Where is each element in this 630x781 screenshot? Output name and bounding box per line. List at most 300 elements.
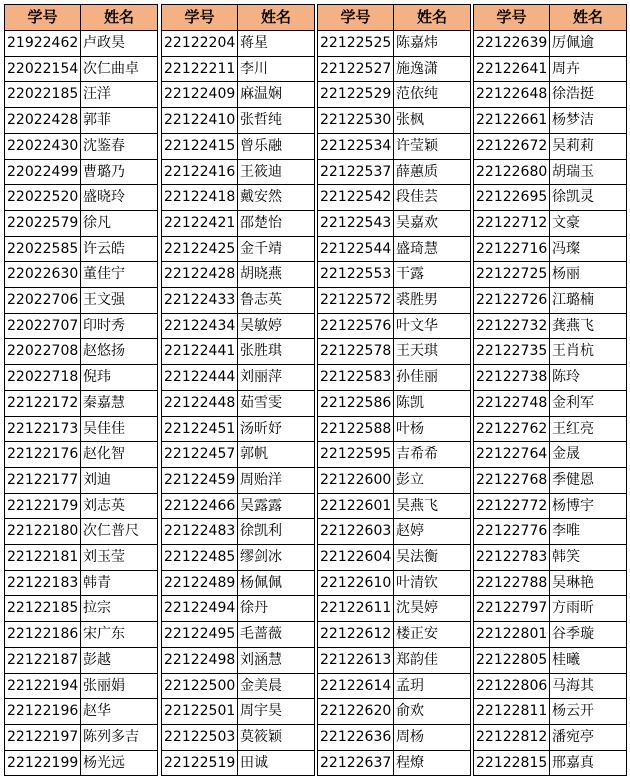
student-name-cell: 王天琪	[394, 339, 471, 365]
student-id-cell: 22122601	[318, 493, 394, 519]
table-row	[318, 108, 471, 134]
table-header-row	[5, 5, 158, 31]
table-row	[162, 390, 315, 416]
student-name-cell: 陈列多吉	[81, 724, 158, 750]
student-id-cell: 22122776	[474, 519, 550, 545]
student-id-cell: 22122194	[5, 673, 81, 699]
roster-table-2	[161, 4, 315, 776]
table-row	[474, 545, 627, 571]
table-row	[162, 724, 315, 750]
student-name-cell: 龚燕飞	[550, 313, 627, 339]
student-name-cell: 金千靖	[238, 236, 315, 262]
table-row	[162, 596, 315, 622]
student-name-cell: 许云皓	[81, 236, 158, 262]
student-name-cell: 徐凯利	[238, 519, 315, 545]
student-id-cell: 22122738	[474, 365, 550, 391]
student-id-cell: 22122680	[474, 159, 550, 185]
student-id-cell: 22122805	[474, 647, 550, 673]
student-id-cell: 22122204	[162, 31, 238, 57]
table-row	[318, 442, 471, 468]
student-name-cell: 卢政昊	[81, 31, 158, 57]
student-id-cell: 22122187	[5, 647, 81, 673]
student-id-cell: 22122416	[162, 159, 238, 185]
student-name-cell: 张哲纯	[238, 108, 315, 134]
student-id-cell: 22022718	[5, 365, 81, 391]
student-name-cell: 汤昕妤	[238, 416, 315, 442]
student-id-cell: 22122611	[318, 596, 394, 622]
table-row	[162, 108, 315, 134]
table-row	[474, 647, 627, 673]
student-name-cell: 赵化智	[81, 442, 158, 468]
student-id-cell: 22122173	[5, 416, 81, 442]
student-name-cell: 缪剑冰	[238, 545, 315, 571]
student-name-cell: 吴琳艳	[550, 570, 627, 596]
table-row	[318, 288, 471, 314]
table-row	[5, 699, 158, 725]
student-id-cell: 22122716	[474, 236, 550, 262]
student-id-cell: 22122732	[474, 313, 550, 339]
student-id-cell: 22022499	[5, 159, 81, 185]
student-id-cell: 22022520	[5, 185, 81, 211]
student-id-cell: 22122434	[162, 313, 238, 339]
student-name-cell: 麻温娴	[238, 82, 315, 108]
student-id-cell: 22122197	[5, 724, 81, 750]
student-name-cell: 董佳宁	[81, 262, 158, 288]
table-row	[5, 416, 158, 442]
student-id-cell: 22122811	[474, 699, 550, 725]
student-name-cell: 潘宛亭	[550, 724, 627, 750]
table-row	[162, 365, 315, 391]
student-id-header: 学号	[318, 5, 394, 31]
table-row	[474, 493, 627, 519]
student-name-cell: 江璐楠	[550, 288, 627, 314]
student-name-cell: 陈凯	[394, 390, 471, 416]
table-row	[474, 467, 627, 493]
student-id-cell: 22122648	[474, 82, 550, 108]
table-row	[5, 545, 158, 571]
student-name-cell: 刘涵慧	[238, 647, 315, 673]
student-id-cell: 22122425	[162, 236, 238, 262]
table-row	[162, 519, 315, 545]
table-row	[162, 236, 315, 262]
table-row	[5, 647, 158, 673]
student-id-cell: 22022585	[5, 236, 81, 262]
student-name-cell: 刘玉莹	[81, 545, 158, 571]
student-name-cell: 汪洋	[81, 82, 158, 108]
student-id-cell: 22122421	[162, 210, 238, 236]
student-name-cell: 马海其	[550, 673, 627, 699]
table-row	[318, 185, 471, 211]
student-name-cell: 厉佩逾	[550, 31, 627, 57]
table-row	[5, 313, 158, 339]
table-row	[474, 519, 627, 545]
student-name-cell: 李川	[238, 56, 315, 82]
table-row	[318, 724, 471, 750]
table-row	[162, 750, 315, 776]
table-row	[5, 236, 158, 262]
table-row	[162, 673, 315, 699]
student-id-cell: 22122409	[162, 82, 238, 108]
student-id-cell: 22122489	[162, 570, 238, 596]
table-row	[162, 56, 315, 82]
table-row	[5, 262, 158, 288]
table-row	[5, 159, 158, 185]
student-name-cell: 莫筱颖	[238, 724, 315, 750]
student-name-cell: 杨博宇	[550, 493, 627, 519]
table-row	[474, 339, 627, 365]
student-name-cell: 施逸潇	[394, 56, 471, 82]
table-row	[318, 519, 471, 545]
table-row	[474, 313, 627, 339]
student-name-cell: 次仁曲卓	[81, 56, 158, 82]
student-id-cell: 22122451	[162, 416, 238, 442]
table-row	[474, 262, 627, 288]
table-row	[162, 442, 315, 468]
student-id-cell: 22122177	[5, 467, 81, 493]
student-name-cell: 秦嘉慧	[81, 390, 158, 416]
student-name-cell: 王肖杭	[550, 339, 627, 365]
student-name-cell: 徐丹	[238, 596, 315, 622]
student-id-cell: 22122519	[162, 750, 238, 776]
table-row	[5, 31, 158, 57]
student-name-cell: 许莹颖	[394, 133, 471, 159]
student-name-cell: 杨光远	[81, 750, 158, 776]
student-name-cell: 次仁普尺	[81, 519, 158, 545]
student-id-cell: 22122485	[162, 545, 238, 571]
student-id-cell: 22122812	[474, 724, 550, 750]
table-row	[162, 288, 315, 314]
table-row	[474, 699, 627, 725]
table-row	[318, 416, 471, 442]
student-name-cell: 赵婷	[394, 519, 471, 545]
table-row	[318, 82, 471, 108]
table-row	[5, 724, 158, 750]
table-row	[474, 724, 627, 750]
table-row	[162, 313, 315, 339]
table-row	[162, 570, 315, 596]
student-name-cell: 毛蔷薇	[238, 622, 315, 648]
table-row	[5, 82, 158, 108]
table-row	[474, 288, 627, 314]
student-name-cell: 周卉	[550, 56, 627, 82]
student-name-cell: 冯璨	[550, 236, 627, 262]
student-name-cell: 胡晓燕	[238, 262, 315, 288]
student-id-cell: 22022430	[5, 133, 81, 159]
student-name-cell: 徐凡	[81, 210, 158, 236]
student-name-cell: 王文强	[81, 288, 158, 314]
table-row	[162, 339, 315, 365]
student-id-cell: 21922462	[5, 31, 81, 57]
student-name-cell: 张枫	[394, 108, 471, 134]
student-id-cell: 22122815	[474, 750, 550, 776]
student-id-cell: 22122483	[162, 519, 238, 545]
student-id-cell: 22122620	[318, 699, 394, 725]
table-row	[318, 159, 471, 185]
table-row	[474, 56, 627, 82]
student-name-cell: 张胜琪	[238, 339, 315, 365]
table-row	[5, 519, 158, 545]
student-name-cell: 叶清钦	[394, 570, 471, 596]
student-name-cell: 徐凯灵	[550, 185, 627, 211]
student-name-cell: 干露	[394, 262, 471, 288]
student-id-cell: 22122527	[318, 56, 394, 82]
student-id-cell: 22122595	[318, 442, 394, 468]
table-row	[318, 750, 471, 776]
table-row	[162, 699, 315, 725]
table-row	[474, 390, 627, 416]
student-id-cell: 22122801	[474, 622, 550, 648]
table-row	[474, 365, 627, 391]
student-name-cell: 郭帆	[238, 442, 315, 468]
table-row	[318, 31, 471, 57]
student-name-cell: 楼正安	[394, 622, 471, 648]
student-name-cell: 吴法衡	[394, 545, 471, 571]
student-name-cell: 王红亮	[550, 416, 627, 442]
student-name-cell: 鲁志英	[238, 288, 315, 314]
table-row	[318, 236, 471, 262]
student-id-cell: 22022706	[5, 288, 81, 314]
table-row	[474, 673, 627, 699]
table-row	[162, 467, 315, 493]
student-id-cell: 22122500	[162, 673, 238, 699]
student-name-cell: 吴燕飞	[394, 493, 471, 519]
student-name-cell: 赵华	[81, 699, 158, 725]
student-name-cell: 段佳芸	[394, 185, 471, 211]
table-row	[162, 82, 315, 108]
table-row	[474, 82, 627, 108]
student-id-cell: 22122498	[162, 647, 238, 673]
table-row	[474, 570, 627, 596]
student-id-cell: 22122410	[162, 108, 238, 134]
student-id-cell: 22122764	[474, 442, 550, 468]
student-id-cell: 22122180	[5, 519, 81, 545]
table-row	[5, 390, 158, 416]
table-row	[474, 622, 627, 648]
student-name-cell: 杨佩佩	[238, 570, 315, 596]
student-name-header: 姓名	[550, 5, 627, 31]
table-row	[318, 56, 471, 82]
student-name-cell: 曹璐乃	[81, 159, 158, 185]
student-name-cell: 韩笑	[550, 545, 627, 571]
student-name-cell: 金晟	[550, 442, 627, 468]
student-id-cell: 22122806	[474, 673, 550, 699]
student-id-cell: 22122637	[318, 750, 394, 776]
student-id-cell: 22122537	[318, 159, 394, 185]
student-name-cell: 赵悠扬	[81, 339, 158, 365]
student-id-header: 学号	[5, 5, 81, 31]
student-name-cell: 范依纯	[394, 82, 471, 108]
student-name-cell: 胡瑞玉	[550, 159, 627, 185]
table-row	[5, 622, 158, 648]
student-name-cell: 陈嘉炜	[394, 31, 471, 57]
table-header-row	[474, 5, 627, 31]
student-name-cell: 吴佳佳	[81, 416, 158, 442]
table-row	[318, 365, 471, 391]
student-name-cell: 茹雪雯	[238, 390, 315, 416]
student-name-cell: 吴露露	[238, 493, 315, 519]
student-id-cell: 22122503	[162, 724, 238, 750]
student-id-cell: 22122572	[318, 288, 394, 314]
table-row	[474, 236, 627, 262]
student-name-cell: 吴嘉欢	[394, 210, 471, 236]
table-row	[318, 133, 471, 159]
student-id-cell: 22122639	[474, 31, 550, 57]
student-id-cell: 22022154	[5, 56, 81, 82]
student-id-cell: 22122735	[474, 339, 550, 365]
table-row	[5, 185, 158, 211]
student-name-cell: 叶杨	[394, 416, 471, 442]
student-name-header: 姓名	[394, 5, 471, 31]
student-name-cell: 沈昊婷	[394, 596, 471, 622]
student-id-cell: 22122501	[162, 699, 238, 725]
table-row	[318, 493, 471, 519]
student-id-cell: 22122583	[318, 365, 394, 391]
student-id-cell: 22122534	[318, 133, 394, 159]
student-id-cell: 22122181	[5, 545, 81, 571]
student-id-cell: 22122172	[5, 390, 81, 416]
table-row	[318, 596, 471, 622]
student-name-cell: 桂曦	[550, 647, 627, 673]
table-row	[474, 596, 627, 622]
table-row	[318, 313, 471, 339]
table-row	[318, 673, 471, 699]
student-id-cell: 22122604	[318, 545, 394, 571]
table-row	[318, 647, 471, 673]
table-row	[318, 390, 471, 416]
table-row	[474, 159, 627, 185]
student-name-cell: 孙佳丽	[394, 365, 471, 391]
student-name-cell: 杨梦洁	[550, 108, 627, 134]
student-id-cell: 22122772	[474, 493, 550, 519]
student-id-cell: 22122576	[318, 313, 394, 339]
student-id-cell: 22022579	[5, 210, 81, 236]
student-id-cell: 22122695	[474, 185, 550, 211]
student-id-cell: 22122610	[318, 570, 394, 596]
student-name-cell: 郭菲	[81, 108, 158, 134]
table-header-row	[162, 5, 315, 31]
student-id-cell: 22122199	[5, 750, 81, 776]
student-name-cell: 宋广东	[81, 622, 158, 648]
table-row	[318, 339, 471, 365]
student-id-cell: 22122529	[318, 82, 394, 108]
table-row	[162, 647, 315, 673]
student-id-cell: 22122614	[318, 673, 394, 699]
student-id-cell: 22122186	[5, 622, 81, 648]
student-id-cell: 22022708	[5, 339, 81, 365]
table-row	[162, 133, 315, 159]
table-row	[162, 159, 315, 185]
student-name-cell: 倪玮	[81, 365, 158, 391]
student-name-cell: 叶文华	[394, 313, 471, 339]
student-id-cell: 22122176	[5, 442, 81, 468]
student-id-cell: 22022707	[5, 313, 81, 339]
student-id-header: 学号	[162, 5, 238, 31]
table-row	[5, 467, 158, 493]
table-row	[318, 570, 471, 596]
student-name-cell: 彭越	[81, 647, 158, 673]
student-name-cell: 张丽娟	[81, 673, 158, 699]
table-row	[5, 442, 158, 468]
student-name-cell: 杨云开	[550, 699, 627, 725]
student-name-cell: 周贻洋	[238, 467, 315, 493]
student-name-cell: 方雨昕	[550, 596, 627, 622]
table-row	[5, 288, 158, 314]
student-id-cell: 22122636	[318, 724, 394, 750]
student-name-cell: 文豪	[550, 210, 627, 236]
student-id-cell: 22122441	[162, 339, 238, 365]
student-id-cell: 22122586	[318, 390, 394, 416]
student-id-cell: 22122418	[162, 185, 238, 211]
student-id-cell: 22122613	[318, 647, 394, 673]
student-name-cell: 曾乐融	[238, 133, 315, 159]
student-name-cell: 蒋星	[238, 31, 315, 57]
student-name-cell: 陈玲	[550, 365, 627, 391]
table-row	[474, 133, 627, 159]
student-id-cell: 22122444	[162, 365, 238, 391]
student-name-cell: 沈鉴春	[81, 133, 158, 159]
table-row	[474, 108, 627, 134]
roster-table-1	[4, 4, 158, 776]
student-id-cell: 22122603	[318, 519, 394, 545]
student-name-cell: 程燎	[394, 750, 471, 776]
table-row	[5, 108, 158, 134]
student-name-cell: 孟玥	[394, 673, 471, 699]
student-id-cell: 22122578	[318, 339, 394, 365]
table-row	[318, 467, 471, 493]
student-name-cell: 金利军	[550, 390, 627, 416]
table-header-row	[318, 5, 471, 31]
table-row	[162, 493, 315, 519]
student-name-cell: 彭立	[394, 467, 471, 493]
student-id-cell: 22122748	[474, 390, 550, 416]
student-id-cell: 22122494	[162, 596, 238, 622]
student-id-cell: 22022185	[5, 82, 81, 108]
student-name-cell: 吴敏婷	[238, 313, 315, 339]
student-id-cell: 22122612	[318, 622, 394, 648]
student-name-cell: 徐浩挺	[550, 82, 627, 108]
student-id-cell: 22122600	[318, 467, 394, 493]
student-name-cell: 周宇昊	[238, 699, 315, 725]
student-id-cell: 22122185	[5, 596, 81, 622]
student-id-cell: 22122433	[162, 288, 238, 314]
student-name-cell: 刘志英	[81, 493, 158, 519]
student-name-cell: 田诚	[238, 750, 315, 776]
student-id-cell: 22122768	[474, 467, 550, 493]
student-name-cell: 戴安然	[238, 185, 315, 211]
student-id-cell: 22122641	[474, 56, 550, 82]
table-row	[162, 31, 315, 57]
student-id-cell: 22122525	[318, 31, 394, 57]
student-id-cell: 22122726	[474, 288, 550, 314]
student-name-cell: 金美晨	[238, 673, 315, 699]
table-row	[162, 545, 315, 571]
student-name-cell: 刘迪	[81, 467, 158, 493]
student-id-cell: 22122788	[474, 570, 550, 596]
table-row	[5, 56, 158, 82]
student-id-cell: 22122543	[318, 210, 394, 236]
student-id-cell: 22122530	[318, 108, 394, 134]
table-row	[474, 31, 627, 57]
student-id-cell: 22122588	[318, 416, 394, 442]
student-id-cell: 22122495	[162, 622, 238, 648]
student-id-cell: 22122725	[474, 262, 550, 288]
student-id-cell: 22122783	[474, 545, 550, 571]
student-name-cell: 谷季璇	[550, 622, 627, 648]
table-row	[318, 622, 471, 648]
table-row	[318, 262, 471, 288]
table-row	[474, 185, 627, 211]
student-name-cell: 邢嘉真	[550, 750, 627, 776]
